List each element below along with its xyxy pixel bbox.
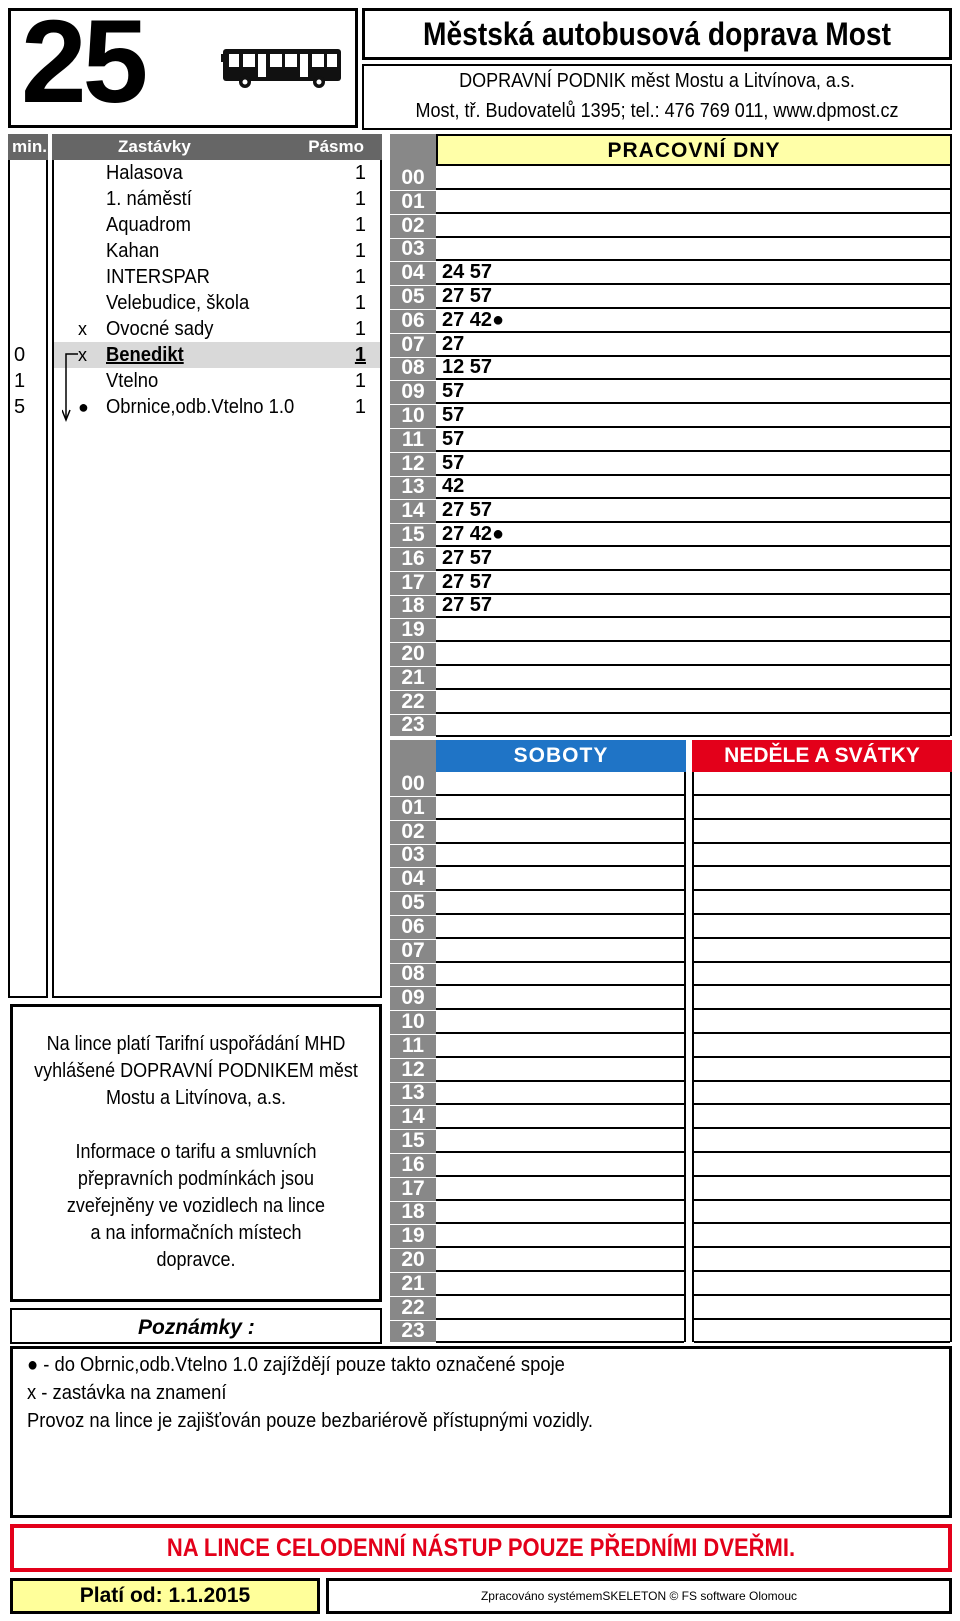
minutes-value: 1 [14, 370, 26, 392]
weekday-time-row: 57 [436, 452, 950, 476]
weekday-time-row: 12 57 [436, 356, 950, 380]
hour-label: 08 [390, 356, 436, 381]
hour-label: 18 [390, 1200, 436, 1225]
weekday-time-row: 27 57 [436, 547, 950, 571]
tariff-text: přepravních podmínkách jsou [77, 1168, 315, 1190]
weekday-time-row: 42 [436, 475, 950, 499]
stops-header [52, 134, 382, 160]
hour-label: 04 [390, 867, 436, 892]
weekday-hours-column [390, 134, 436, 736]
saturday-time-row [436, 1153, 684, 1177]
sunday-time-row [694, 1105, 950, 1129]
saturday-time-row [436, 1105, 684, 1129]
saturday-time-row [436, 867, 684, 891]
saturday-time-row [436, 1224, 684, 1248]
weekday-time-row: 27 57 [436, 285, 950, 309]
weekday-time-row [436, 237, 950, 261]
company-contact: Most, tř. Budovatelů 1395; tel.: 476 769 011, www.dpmost.cz [415, 100, 899, 122]
company-title: Městská autobusová doprava Most [423, 16, 891, 52]
weekday-time-row: 27 42● [436, 523, 950, 547]
hour-label: 11 [390, 428, 436, 453]
tariff-info-box [10, 1004, 382, 1302]
hour-label: 00 [390, 772, 436, 797]
saturday-time-row [436, 1272, 684, 1296]
hour-label: 01 [390, 190, 436, 215]
current-stop-row: x Benedikt 1 [54, 342, 380, 368]
weekday-time-row: 57 [436, 428, 950, 452]
tariff-text: zveřejněny ve vozidlech na lince [66, 1195, 326, 1217]
hour-label: 10 [390, 1010, 436, 1035]
weekday-time-row [436, 713, 950, 737]
sunday-time-row [694, 939, 950, 963]
hour-label: 06 [390, 915, 436, 940]
hour-label: 05 [390, 285, 436, 310]
dot-mark: ● [78, 397, 89, 417]
weekday-times-grid [436, 166, 952, 736]
sunday-time-row [694, 891, 950, 915]
hour-label: 21 [390, 1272, 436, 1297]
zone-header-label: Pásmo [308, 137, 364, 156]
saturday-time-row [436, 939, 684, 963]
weekday-time-row [436, 642, 950, 666]
hour-label: 13 [390, 475, 436, 500]
sunday-holiday-banner: NEDĚLE A SVÁTKY [692, 740, 952, 772]
hour-label: 18 [390, 594, 436, 619]
hour-label: 06 [390, 309, 436, 334]
hour-label: 22 [390, 1296, 436, 1321]
tariff-text: vyhlášené DOPRAVNÍ PODNIKEM měst [34, 1060, 358, 1082]
weekday-time-row: 57 [436, 380, 950, 404]
saturday-time-row [436, 962, 684, 986]
hour-label: 05 [390, 891, 436, 916]
weekday-time-row: 24 57 [436, 261, 950, 285]
hour-label: 00 [390, 166, 436, 191]
sunday-time-row [694, 1224, 950, 1248]
stop-row: Halasova 1 [106, 162, 366, 184]
sunday-time-row [694, 1200, 950, 1224]
sunday-time-row [694, 962, 950, 986]
weekday-time-row: 27 42● [436, 309, 950, 333]
weekend-hours-column [390, 740, 436, 1342]
stop-row: Vtelno 1 [106, 370, 366, 392]
sunday-time-row [694, 796, 950, 820]
sunday-time-row [694, 820, 950, 844]
hour-label: 01 [390, 796, 436, 821]
legend-dot-note: ● - do Obrnic,odb.Vtelno 1.0 zajíždějí pouze takto označené spoje [27, 1354, 565, 1376]
stop-row: ● Obrnice,odb.Vtelno 1.0 1 [78, 396, 366, 418]
hour-label: 07 [390, 333, 436, 358]
hour-label: 14 [390, 499, 436, 524]
sunday-time-row [694, 1058, 950, 1082]
stops-column [52, 160, 382, 998]
legend-request-stop-note: x - zastávka na znamení [27, 1382, 227, 1404]
hour-label: 23 [390, 713, 436, 738]
hour-label: 04 [390, 261, 436, 286]
hour-label: 19 [390, 1224, 436, 1249]
hour-label: 13 [390, 1081, 436, 1106]
request-stop-mark: x [78, 345, 87, 365]
stop-row: Velebudice, škola 1 [106, 292, 366, 314]
sunday-time-row [694, 1296, 950, 1320]
front-door-notice-text: NA LINCE CELODENNÍ NÁSTUP POUZE PŘEDNÍMI DVEŘMI. [166, 1534, 796, 1562]
saturday-time-row [436, 1248, 684, 1272]
saturday-times-grid [436, 772, 686, 1342]
sunday-time-row [694, 843, 950, 867]
sunday-time-row [694, 867, 950, 891]
hour-label: 11 [390, 1034, 436, 1059]
software-credit: Zpracováno systémemSKELETON © FS software Olomouc [326, 1578, 952, 1614]
saturday-time-row [436, 1177, 684, 1201]
sunday-time-row [694, 772, 950, 796]
hour-label: 09 [390, 380, 436, 405]
hour-label: 07 [390, 939, 436, 964]
sunday-time-row [694, 1129, 950, 1153]
saturday-time-row [436, 915, 684, 939]
line-number: 25 [21, 0, 145, 128]
company-info-box [362, 64, 952, 130]
stops-header-label: Zastávky [118, 137, 191, 156]
tariff-text: Mostu a Litvínova, a.s. [105, 1087, 287, 1109]
weekday-time-row [436, 214, 950, 238]
saturday-time-row [436, 1058, 684, 1082]
hour-label: 16 [390, 1153, 436, 1178]
hour-label: 10 [390, 404, 436, 429]
hour-label: 20 [390, 1248, 436, 1273]
sunday-time-row [694, 1177, 950, 1201]
stop-row: 1. náměstí 1 [106, 188, 366, 210]
saturday-time-row [436, 1319, 684, 1343]
tariff-text: a na informačních místech [90, 1222, 302, 1244]
saturday-time-row [436, 1296, 684, 1320]
tariff-text: dopravce. [156, 1249, 236, 1271]
hour-label: 15 [390, 523, 436, 548]
hour-label: 17 [390, 571, 436, 596]
hour-label: 03 [390, 843, 436, 868]
minutes-value: 5 [14, 396, 26, 418]
weekday-time-row [436, 690, 950, 714]
saturday-time-row [436, 796, 684, 820]
weekday-banner: PRACOVNÍ DNY [436, 134, 952, 166]
line-number-box [8, 0, 358, 128]
notes-label-box [10, 1308, 382, 1344]
hour-label: 09 [390, 986, 436, 1011]
hour-label: 22 [390, 690, 436, 715]
saturday-time-row [436, 1081, 684, 1105]
minutes-value: 0 [14, 344, 26, 366]
hour-label: 20 [390, 642, 436, 667]
saturday-time-row [436, 986, 684, 1010]
hour-label: 02 [390, 214, 436, 239]
stop-row: INTERSPAR 1 [106, 266, 366, 288]
sunday-time-row [694, 1248, 950, 1272]
hour-label: 08 [390, 962, 436, 987]
saturday-time-row [436, 843, 684, 867]
weekday-time-row: 57 [436, 404, 950, 428]
bus-icon [221, 45, 345, 91]
hour-label: 23 [390, 1319, 436, 1344]
weekday-time-row [436, 166, 950, 190]
legend-accessibility-note: Provoz na lince je zajišťován pouze bezbariérově přístupnými vozidly. [27, 1410, 594, 1432]
sunday-times-grid [692, 772, 952, 1342]
saturday-time-row [436, 772, 684, 796]
valid-from: Platí od: 1.1.2015 [10, 1578, 320, 1614]
weekday-time-row [436, 190, 950, 214]
saturday-banner: SOBOTY [436, 740, 686, 772]
sunday-time-row [694, 1081, 950, 1105]
sunday-time-row [694, 1272, 950, 1296]
sunday-time-row [694, 986, 950, 1010]
company-title-box [362, 8, 952, 60]
hour-label: 21 [390, 666, 436, 691]
saturday-time-row [436, 1010, 684, 1034]
hour-label: 16 [390, 547, 436, 572]
saturday-time-row [436, 820, 684, 844]
front-door-notice [10, 1524, 952, 1572]
saturday-time-row [436, 1129, 684, 1153]
legend-box [10, 1346, 952, 1518]
sunday-time-row [694, 1010, 950, 1034]
minutes-column [8, 160, 48, 998]
weekday-time-row: 27 57 [436, 594, 950, 618]
hour-label: 12 [390, 1058, 436, 1083]
direction-arrow-icon [62, 352, 82, 424]
request-stop-mark: x [78, 319, 87, 339]
tariff-text: Informace o tarifu a smluvních [75, 1141, 317, 1163]
sunday-time-row [694, 1319, 950, 1343]
weekday-time-row: 27 57 [436, 499, 950, 523]
hour-label: 15 [390, 1129, 436, 1154]
notes-label: Poznámky : [138, 1316, 255, 1339]
saturday-time-row [436, 891, 684, 915]
minutes-header: min. [8, 134, 48, 160]
saturday-time-row [436, 1200, 684, 1224]
saturday-time-row [436, 1034, 684, 1058]
company-name: DOPRAVNÍ PODNIK měst Mostu a Litvínova, a.s. [459, 70, 855, 92]
sunday-time-row [694, 1034, 950, 1058]
hour-label: 17 [390, 1177, 436, 1202]
hour-label: 19 [390, 618, 436, 643]
sunday-time-row [694, 915, 950, 939]
stop-row: x Ovocné sady 1 [78, 318, 366, 340]
hour-label: 14 [390, 1105, 436, 1130]
hour-label: 02 [390, 820, 436, 845]
hour-label: 12 [390, 452, 436, 477]
stop-row: Kahan 1 [106, 240, 366, 262]
sunday-time-row [694, 1153, 950, 1177]
hour-label: 03 [390, 237, 436, 262]
stop-row: Aquadrom 1 [106, 214, 366, 236]
weekday-time-row [436, 618, 950, 642]
weekday-time-row [436, 666, 950, 690]
weekday-time-row: 27 57 [436, 571, 950, 595]
weekday-time-row: 27 [436, 333, 950, 357]
tariff-text: Na lince platí Tarifní uspořádání MHD [46, 1033, 346, 1055]
